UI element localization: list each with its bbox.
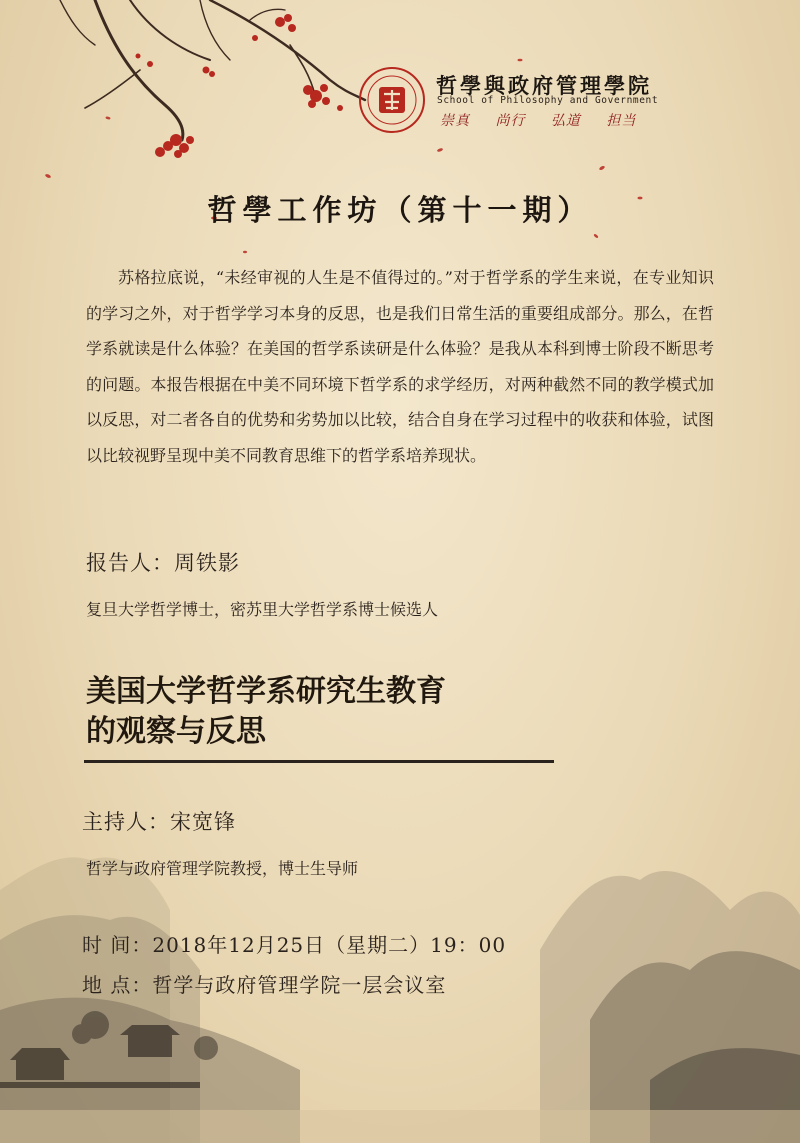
- speaker-description: 复旦大学哲学博士，密苏里大学哲学系博士候选人: [86, 600, 439, 619]
- topic-underline-divider: [84, 760, 554, 763]
- event-location: 地 点：哲学与政府管理学院一层会议室: [82, 973, 447, 997]
- lecture-topic-line1: 美国大学哲学系研究生教育: [86, 674, 446, 709]
- school-name-english: School of Philosophy and Government: [437, 95, 659, 106]
- motto-word: 尚行: [495, 113, 526, 129]
- motto-word: 担当: [606, 113, 637, 129]
- lecture-topic-line2: 的观察与反思: [86, 714, 266, 749]
- lecture-topic: [86, 672, 446, 752]
- school-motto: [440, 110, 656, 130]
- host-label: 主持人：宋宽锋: [82, 810, 236, 834]
- school-seal-logo: [358, 66, 426, 134]
- host-description: 哲学与政府管理学院教授，博士生导师: [86, 859, 359, 878]
- motto-word: 崇真: [440, 113, 470, 129]
- event-time: 时 间：2018年12月25日（星期二）19：00: [82, 933, 507, 957]
- intro-paragraph: 苏格拉底说，“未经审视的人生是不值得过的。”对于哲学系的学生来说，在专业知识的学习之外，对于哲学学习本身的反思，也是我们日常生活的重要组成部分。那么，在哲学系就读是什么体验？在美国的哲学系读研是什么体验？是我从本科到博士阶段不断思考的问题。本报告根据在中美不同环境下哲学系的求学经历，对两种截然不同的教学模式加以反思，对二者各自的优势和劣势加以比较，结合自身在学习过程中的收获和体验，试图以比较视野呈现中美不同教育思维下的哲学系培养现状。: [86, 268, 714, 465]
- workshop-title: 哲學工作坊（第十一期）: [207, 193, 593, 227]
- school-name-chinese: 哲學與政府管理學院: [436, 73, 652, 98]
- motto-word: 弘道: [550, 113, 581, 129]
- speaker-label: 报告人：周铁影: [86, 551, 240, 575]
